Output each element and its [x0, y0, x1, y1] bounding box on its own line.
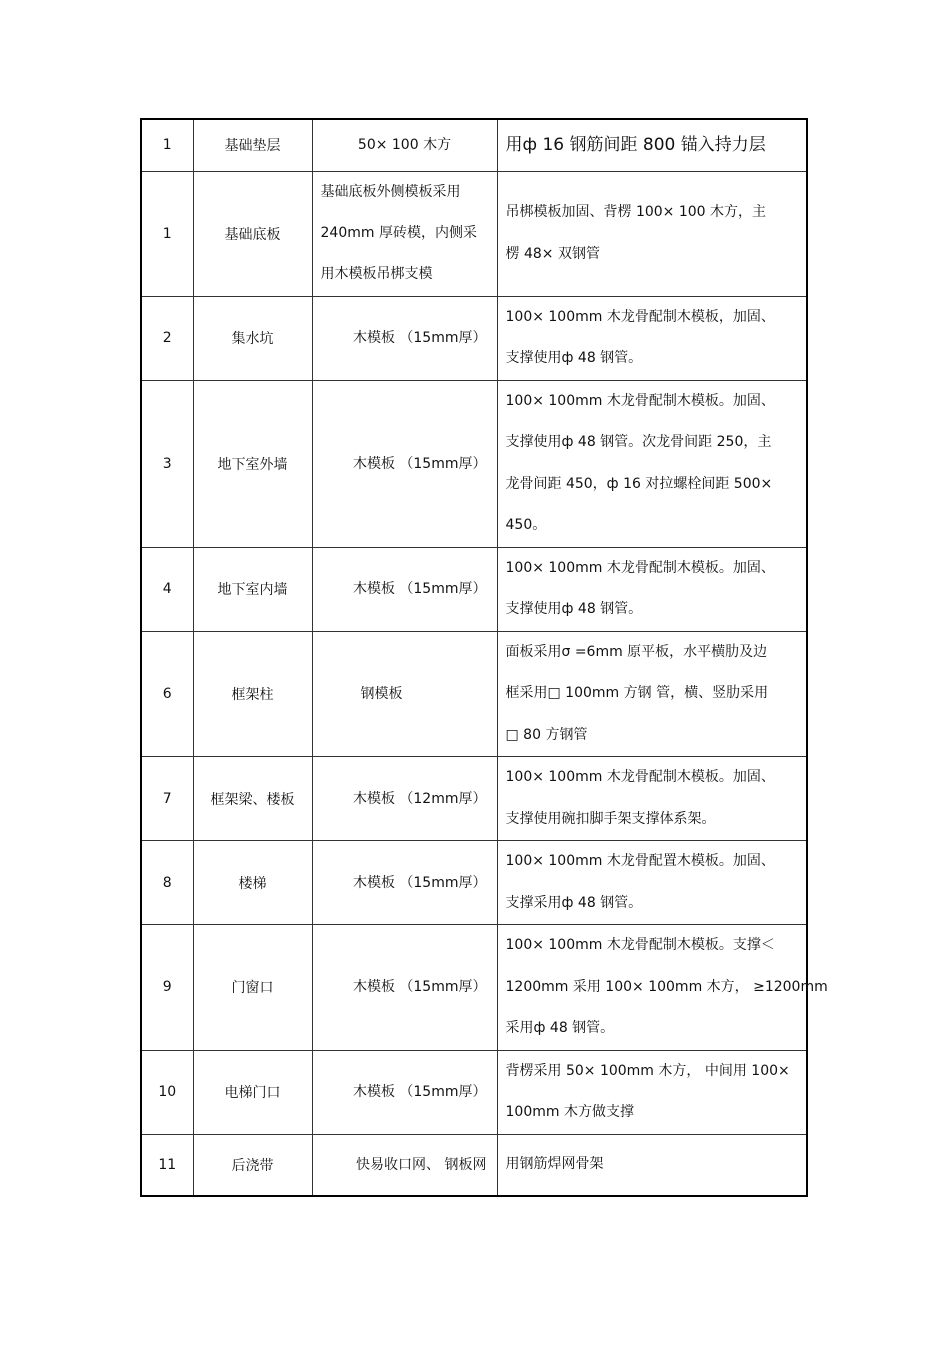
method-line: 支撑使用ф 48 钢管。 — [505, 350, 643, 366]
part-name: 楼梯 — [193, 841, 312, 925]
method-line: 龙骨间距 450，ф 16 对拉螺栓间距 500× — [505, 475, 773, 492]
table-row — [141, 296, 807, 380]
construction-method: 用钢筋焊网骨架 — [497, 1134, 807, 1196]
row-number: 7 — [141, 757, 193, 841]
method-line: 支撑使用ф 48 钢管。 — [505, 601, 643, 617]
construction-method — [497, 1050, 807, 1134]
part-name: 基础垫层 — [193, 119, 312, 171]
method-line: 支撑使用ф 48 钢管。次龙骨间距 250，主 — [505, 434, 772, 450]
formwork-material: 木模板 （15mm厚） — [312, 380, 497, 547]
formwork-material — [312, 171, 497, 296]
part-name: 后浇带 — [193, 1134, 312, 1196]
method-line: 100mm 木方做支撑 — [505, 1104, 634, 1120]
method-line: 楞 48× 双钢管 — [505, 245, 600, 262]
row-number: 2 — [141, 296, 193, 380]
table-row — [141, 841, 807, 925]
table-row — [141, 1134, 807, 1196]
method-line: 吊梆模板加固、背楞 100× 100 木方，主 — [505, 204, 767, 220]
method-line: □ 80 方钢管 — [505, 726, 588, 743]
formwork-material: 木模板 （15mm厚） — [312, 925, 497, 1051]
construction-method — [497, 757, 807, 841]
table-row — [141, 380, 807, 547]
method-line: 背楞采用 50× 100mm 木方， 中间用 100× — [505, 1062, 790, 1079]
method-line: 100× 100mm 木龙骨配制木模板。支撑＜ — [505, 937, 775, 953]
table-row — [141, 925, 807, 1051]
formwork-material: 木模板 （15mm厚） — [312, 841, 497, 925]
part-name: 地下室外墙 — [193, 380, 312, 547]
formwork-material: 50× 100 木方 — [312, 119, 497, 171]
table-row — [141, 1050, 807, 1134]
table-row — [141, 631, 807, 757]
row-number: 1 — [141, 119, 193, 171]
table-row — [141, 171, 807, 296]
method-line: 100× 100mm 木龙骨配制木模板，加固、 — [505, 308, 775, 325]
row-number: 9 — [141, 925, 193, 1051]
method-line: 100× 100mm 木龙骨配制木模板。加固、 — [505, 769, 775, 785]
construction-method — [497, 841, 807, 925]
material-line: 用木模板吊梆支模 — [320, 266, 433, 282]
construction-method — [497, 296, 807, 380]
method-line: 1200mm 采用 100× 100mm 木方， ≥1200mm — [505, 978, 828, 995]
construction-method — [497, 631, 807, 757]
table-row — [141, 757, 807, 841]
part-name: 基础底板 — [193, 171, 312, 296]
row-number: 6 — [141, 631, 193, 757]
construction-method — [497, 380, 807, 547]
part-name: 框架柱 — [193, 631, 312, 757]
table-row — [141, 547, 807, 631]
construction-method — [497, 171, 807, 296]
method-line: 100× 100mm 木龙骨配制木模板。加固、 — [505, 392, 775, 409]
part-name: 集水坑 — [193, 296, 312, 380]
formwork-material: 钢模板 — [312, 631, 497, 757]
row-number: 8 — [141, 841, 193, 925]
formwork-material: 木模板 （15mm厚） — [312, 296, 497, 380]
method-line: 支撑使用碗扣脚手架支撑体系架。 — [505, 810, 716, 827]
material-line: 240mm 厚砖模，内侧采 — [320, 225, 477, 241]
part-name: 框架梁、楼板 — [193, 757, 312, 841]
method-line: 框采用□ 100mm 方钢 管，横、竖肋采用 — [505, 685, 769, 701]
method-line: 采用ф 48 钢管。 — [505, 1020, 615, 1036]
row-number: 10 — [141, 1050, 193, 1134]
row-number: 3 — [141, 380, 193, 547]
formwork-material: 木模板 （12mm厚） — [312, 757, 497, 841]
method-line: 面板采用σ =6mm 原平板，水平横肋及边 — [505, 643, 768, 660]
method-line: 支撑采用ф 48 钢管。 — [505, 894, 643, 911]
formwork-material: 木模板 （15mm厚） — [312, 1050, 497, 1134]
construction-method: 用ф 16 钢筋间距 800 锚入持力层 — [497, 119, 807, 171]
material-line: 基础底板外侧模板采用 — [320, 184, 461, 200]
part-name: 门窗口 — [193, 925, 312, 1051]
formwork-table — [140, 118, 828, 1197]
construction-method — [497, 925, 828, 1051]
formwork-material: 木模板 （15mm厚） — [312, 547, 497, 631]
construction-method — [497, 547, 807, 631]
part-name: 电梯门口 — [193, 1050, 312, 1134]
table-row — [141, 119, 807, 171]
method-line: 100× 100mm 木龙骨配置木模板。加固、 — [505, 853, 775, 869]
formwork-material: 快易收口网、 钢板网 — [312, 1134, 497, 1196]
method-line: 450。 — [505, 517, 547, 533]
part-name: 地下室内墙 — [193, 547, 312, 631]
method-line: 100× 100mm 木龙骨配制木模板。加固、 — [505, 559, 775, 576]
row-number: 11 — [141, 1134, 193, 1196]
row-number: 1 — [141, 171, 193, 296]
row-number: 4 — [141, 547, 193, 631]
